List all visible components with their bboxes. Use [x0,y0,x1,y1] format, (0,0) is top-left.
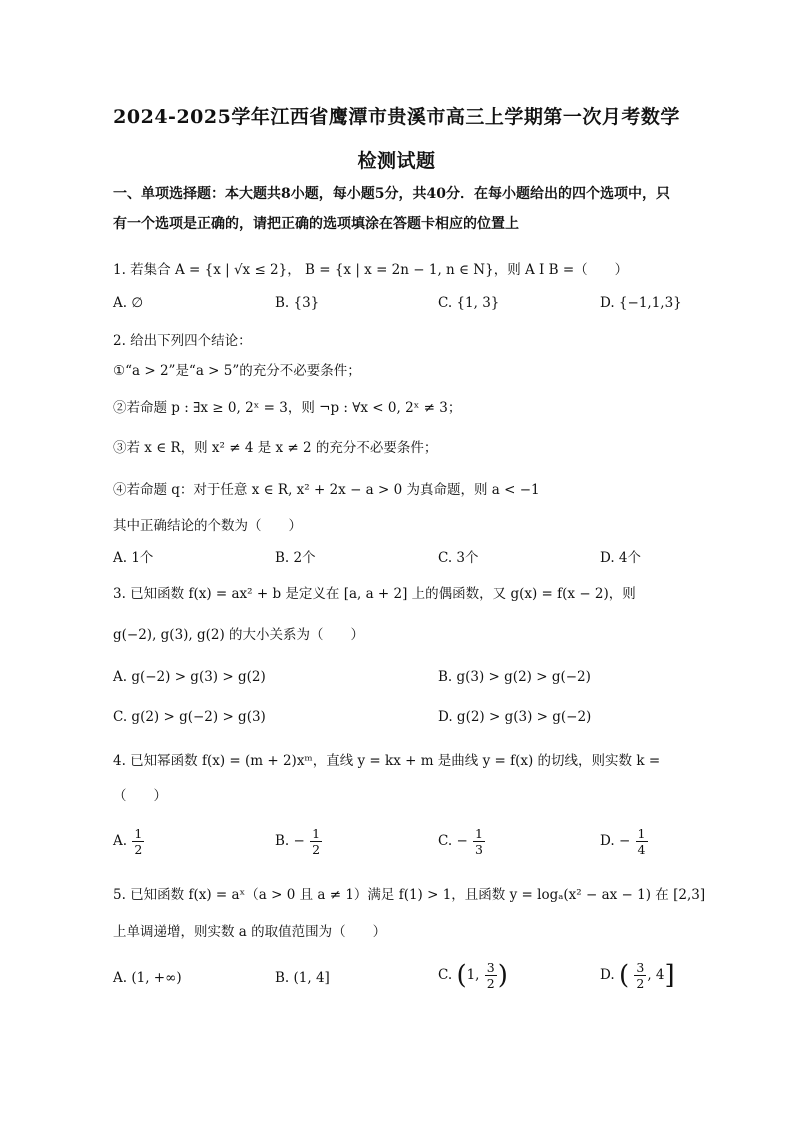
q2-option-b: B. 2个 [275,550,316,566]
q4-option-b-numerator: 1 [312,826,321,841]
q3-stem-line-2: g(−2), g(3), g(2) 的大小关系为（ ） [113,627,365,643]
q4-option-b [275,826,323,857]
q5-option-d [600,960,675,991]
q1-option-a: A. ∅ [113,295,144,311]
exam-title-line-1: 2024-2025学年江西省鹰潭市贵溪市高三上学期第一次月考数学 [113,106,680,128]
q1-option-b: B. {3} [275,295,320,311]
q4-option-b-denominator: 2 [312,842,321,857]
q2-option-a: A. 1个 [113,550,154,566]
q5-option-d-denominator: 2 [636,976,645,991]
exam-title-line-2: 检测试题 [357,150,436,172]
q5-option-c [438,960,508,991]
q3-option-a: A. g(−2) > g(3) > g(2) [113,669,266,685]
q5-option-c-denominator: 2 [486,976,495,991]
q3-option-c: C. g(2) > g(−2) > g(3) [113,709,266,725]
q2-option-c: C. 3个 [438,550,479,566]
q5-option-c-numerator: 3 [486,960,495,975]
q1-stem: 1. 若集合 A = {x | √x ≤ 2}， B = {x | x = 2n − 1, n ∈ N}，则 A I B =（ ） [113,262,629,278]
q5-option-c-close-paren: ) [497,960,508,991]
q4-option-a-label: A. [113,833,128,849]
q4-option-c-numerator: 1 [475,826,483,841]
section-heading: 一、单项选择题：本大题共8小题，每小题5分，共40分．在每小题给出的四个选项中，只有一个选项是正确的，请把正确的选项填涂在答题卡相应的位置上 [113,186,670,232]
q4-option-c-sign: − [456,833,468,849]
q5-option-d-tail: , 4 [647,967,665,983]
q4-option-a [113,826,145,857]
q5-option-d-close-bracket: ] [664,960,675,991]
q5-stem-line-2: 上单调递增，则实数 a 的取值范围为（ ） [113,924,387,940]
q3-option-d: D. g(2) > g(3) > g(−2) [438,709,592,725]
q4-option-c [438,826,486,857]
q3-stem-line-1: 3. 已知函数 f(x) = ax² + b 是定义在 [a, a + 2] 上的偶函数，又 g(x) = f(x − 2)，则 [113,586,636,602]
q4-option-a-numerator: 1 [134,826,143,841]
q1-option-c: C. {1, 3} [438,295,500,311]
q4-option-d-label: D. [600,833,615,849]
q4-option-c-fraction [473,826,485,857]
q4-option-b-fraction [310,826,322,857]
q4-option-b-label: B. [275,833,290,849]
q5-option-b: B. (1, 4] [275,970,330,986]
q3-option-b: B. g(3) > g(2) > g(−2) [438,669,591,685]
q5-stem-line-1: 5. 已知函数 f(x) = aˣ（a > 0 且 a ≠ 1）满足 f(1) > 1，且函数 y = logₐ(x² − ax − 1) 在 [2,3] [113,887,706,903]
q5-option-d-numerator: 3 [636,960,645,975]
q5-option-a: A. (1, +∞) [113,970,182,986]
q1-option-d: D. {−1,1,3} [600,295,682,311]
q5-option-d-label: D. [600,967,615,983]
q4-option-a-fraction [132,826,144,857]
q2-option-d: D. 4个 [600,550,642,566]
q5-option-c-fraction [485,960,497,991]
q2-statement-1: ①“a > 2”是“a > 5”的充分不必要条件； [113,363,361,379]
q4-stem-line-2: （ ） [113,788,167,804]
q4-option-d-sign: − [618,833,631,849]
q5-option-c-lead: 1, [466,967,480,983]
q4-option-d [600,826,649,857]
q4-option-c-denominator: 3 [475,842,483,857]
q5-option-d-open-paren: ( [618,960,630,991]
q4-option-d-denominator: 4 [637,842,646,857]
q2-statement-2: ②若命题 p : ∃x ≥ 0, 2ˣ = 3，则 ¬p : ∀x < 0, 2ˣ ≠ 3； [113,400,462,416]
q4-option-d-fraction [636,826,648,857]
q4-option-c-label: C. [438,833,453,849]
q2-intro: 2. 给出下列四个结论： [113,333,252,349]
q4-option-d-numerator: 1 [637,826,646,841]
q4-option-b-sign: − [293,833,305,849]
q4-option-a-denominator: 2 [134,842,143,857]
q2-question: 其中正确结论的个数为（ ） [113,518,302,534]
q2-statement-3: ③若 x ∈ R，则 x² ≠ 4 是 x ≠ 2 的充分不必要条件； [113,440,438,456]
q5-option-d-fraction [634,960,646,991]
q4-stem-line-1: 4. 已知幂函数 f(x) = (m + 2)xᵐ，直线 y = kx + m 是曲线 y = f(x) 的切线，则实数 k = [113,753,661,769]
q5-option-c-open-paren: ( [456,960,467,991]
q2-statement-4: ④若命题 q：对于任意 x ∈ R, x² + 2x − a > 0 为真命题，则 a < −1 [113,482,540,498]
q5-option-c-label: C. [438,967,453,983]
